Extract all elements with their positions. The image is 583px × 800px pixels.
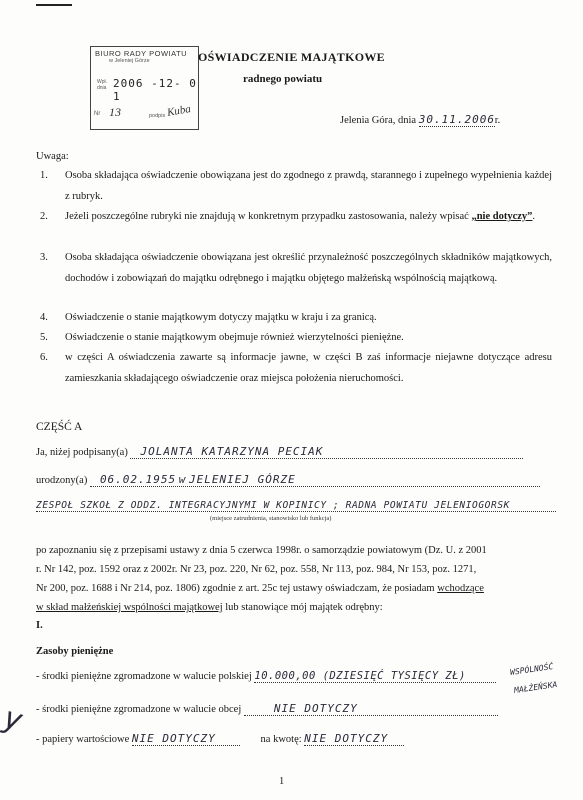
item-text: Oświadczenie o stanie majątkowym dotyczy majątku w kraju i za granicą. [65, 312, 377, 323]
papers-value: NIE DOTYCZY [132, 732, 240, 746]
statement-line-2: r. Nr 142, poz. 1592 oraz z 2002r. Nr 23, poz. 220, Nr 62, poz. 558, Nr 113, poz. 984, Nr 153, poz. 1271, [36, 564, 477, 575]
foreign-field [244, 702, 498, 716]
born-place: JELENIEJ GÓRZE [189, 473, 296, 486]
name-line [36, 445, 556, 459]
stamp-podpis-label: podpis [149, 113, 166, 119]
margin-mark: y [0, 700, 28, 739]
foreign-prefix: - środki pieniężne zgromadzone w walucie obcej [36, 704, 242, 715]
polish-note-2: MAŁŻEŃSKA [513, 680, 558, 695]
place-date-line [340, 113, 500, 127]
stamp-office: BIURO RADY POWIATU [95, 49, 188, 58]
item-text: w części A oświadczenia zawarte są informacje jawne, w części B zaś informacje niejawne dotyczące adresu zamieszkania składającego oświadczenie oraz miejsca położenia nieruchomości. [65, 352, 552, 384]
item-number: 4. [40, 312, 48, 323]
section-i-heading: Zasoby pieniężne [36, 646, 114, 657]
item-text-before: Jeżeli poszczególne rubryki nie znajdują w konkretnym przypadku zastosowania, należy wpisać [65, 211, 469, 222]
securities-line [36, 732, 404, 746]
statement-line-4 [36, 598, 556, 617]
name-value: JOLANTA KATARZYNA PECIAK [130, 445, 523, 459]
statement-line-3 [36, 579, 556, 598]
born-prefix: urodzony(a) [36, 475, 88, 486]
statement [36, 541, 556, 617]
polish-currency-line [36, 670, 496, 683]
statement-line-3-text: Nr 200, poz. 1688 i Nr 214, poz. 1806) zgodnie z art. 25c tej ustawy oświadczam, że posiadam [36, 583, 435, 594]
born-line [36, 473, 556, 487]
papers-prefix: - papiery wartościowe [36, 734, 130, 745]
item-number: 5. [40, 332, 48, 343]
stamp-signature: Kuba [166, 103, 192, 119]
statement-underline-2: w skład małżeńskiej wspólności majątkowej [36, 602, 223, 613]
section-i-label: I. [36, 620, 43, 631]
employment-value: ZESPÓŁ SZKÓŁ Z ODDZ. INTEGRACYJNYMI W KOPINICY ; RADNA POWIATU JELENIOGÓRSK [36, 500, 556, 512]
item-number: 2. [40, 211, 48, 222]
page-number: 1 [279, 776, 285, 787]
statement-underline-1: wchodzące [437, 583, 484, 594]
item-text [65, 207, 552, 228]
polish-note-1: WSPÓLNOŚĆ [509, 662, 554, 677]
stamp-date: 2006 -12- 0 1 [113, 77, 197, 103]
polish-value: 10.000,00 (DZIESIĘĆ TYSIĘCY ZŁ) [254, 670, 496, 683]
item-number: 3. [40, 252, 48, 263]
statement-line-1: po zapoznaniu się z przepisami ustawy z dnia 5 czerwca 1998r. o samorządzie powiatowym (Dz. U. z 2001 [36, 545, 487, 556]
born-field [90, 473, 540, 487]
registration-stamp [90, 46, 199, 130]
date-handwritten: 30.11.2006 [418, 113, 495, 126]
polish-prefix: - środki pieniężne zgromadzone w walucie polskiej [36, 671, 252, 682]
date-suffix: r. [494, 115, 501, 126]
uwaga-item-2 [40, 207, 552, 228]
item-text-emphasis: „nie dotyczy” [471, 211, 533, 222]
uwaga-item-5 [40, 328, 552, 349]
item-text: Oświadczenie o stanie majątkowym obejmuje również wierzytelności pieniężne. [65, 332, 404, 343]
foreign-currency-line [36, 702, 498, 716]
czesc-a-label: CZĘŚĆ A [36, 421, 83, 433]
uwaga-item-3 [40, 248, 552, 289]
stamp-wpl-label: Wpł. dnia [97, 79, 107, 91]
document-title: OŚWIADCZENIE MAJĄTKOWE [198, 50, 385, 64]
item-text-after: . [532, 211, 536, 222]
uwaga-label: Uwaga: [36, 151, 69, 162]
uwaga-item-1 [40, 166, 552, 207]
name-prefix: Ja, niżej podpisany(a) [36, 447, 128, 458]
item-text: Osoba składająca oświadczenie obowiązana jest określić przynależność poszczególnych składników majątkowych, dochodów i zobowiązań do majątku odrębnego i majątku objętego małżeńską wspólnością majątkową. [65, 252, 552, 284]
stamp-city: w Jeleniej Górze [109, 58, 150, 64]
stamp-nr-value: 13 [109, 105, 121, 119]
uwaga-item-6 [40, 348, 552, 389]
uwaga-item-4 [40, 308, 552, 329]
place-prefix: Jelenia Góra, dnia [340, 115, 417, 126]
item-text: Osoba składająca oświadczenie obowiązana jest do zgodnego z prawdą, starannego i zupełnego wypełnienia każdej z rubryk. [65, 170, 552, 202]
employment-caption: (miejsce zatrudnienia, stanowisko lub funkcja) [210, 515, 332, 522]
born-date: 06.02.1955 [99, 473, 177, 486]
kwote-prefix: na kwotę: [260, 734, 302, 745]
item-number: 6. [40, 352, 48, 363]
foreign-value: NIE DOTYCZY [273, 702, 358, 715]
document-subtitle: radnego powiatu [243, 73, 323, 85]
statement-end: lub stanowiące mój majątek odrębny: [225, 602, 383, 613]
born-w: w [178, 473, 187, 486]
kwote-value: NIE DOTYCZY [304, 732, 404, 746]
item-number: 1. [40, 170, 48, 181]
top-mark [36, 4, 72, 6]
stamp-nr-label: Nr [94, 111, 101, 117]
